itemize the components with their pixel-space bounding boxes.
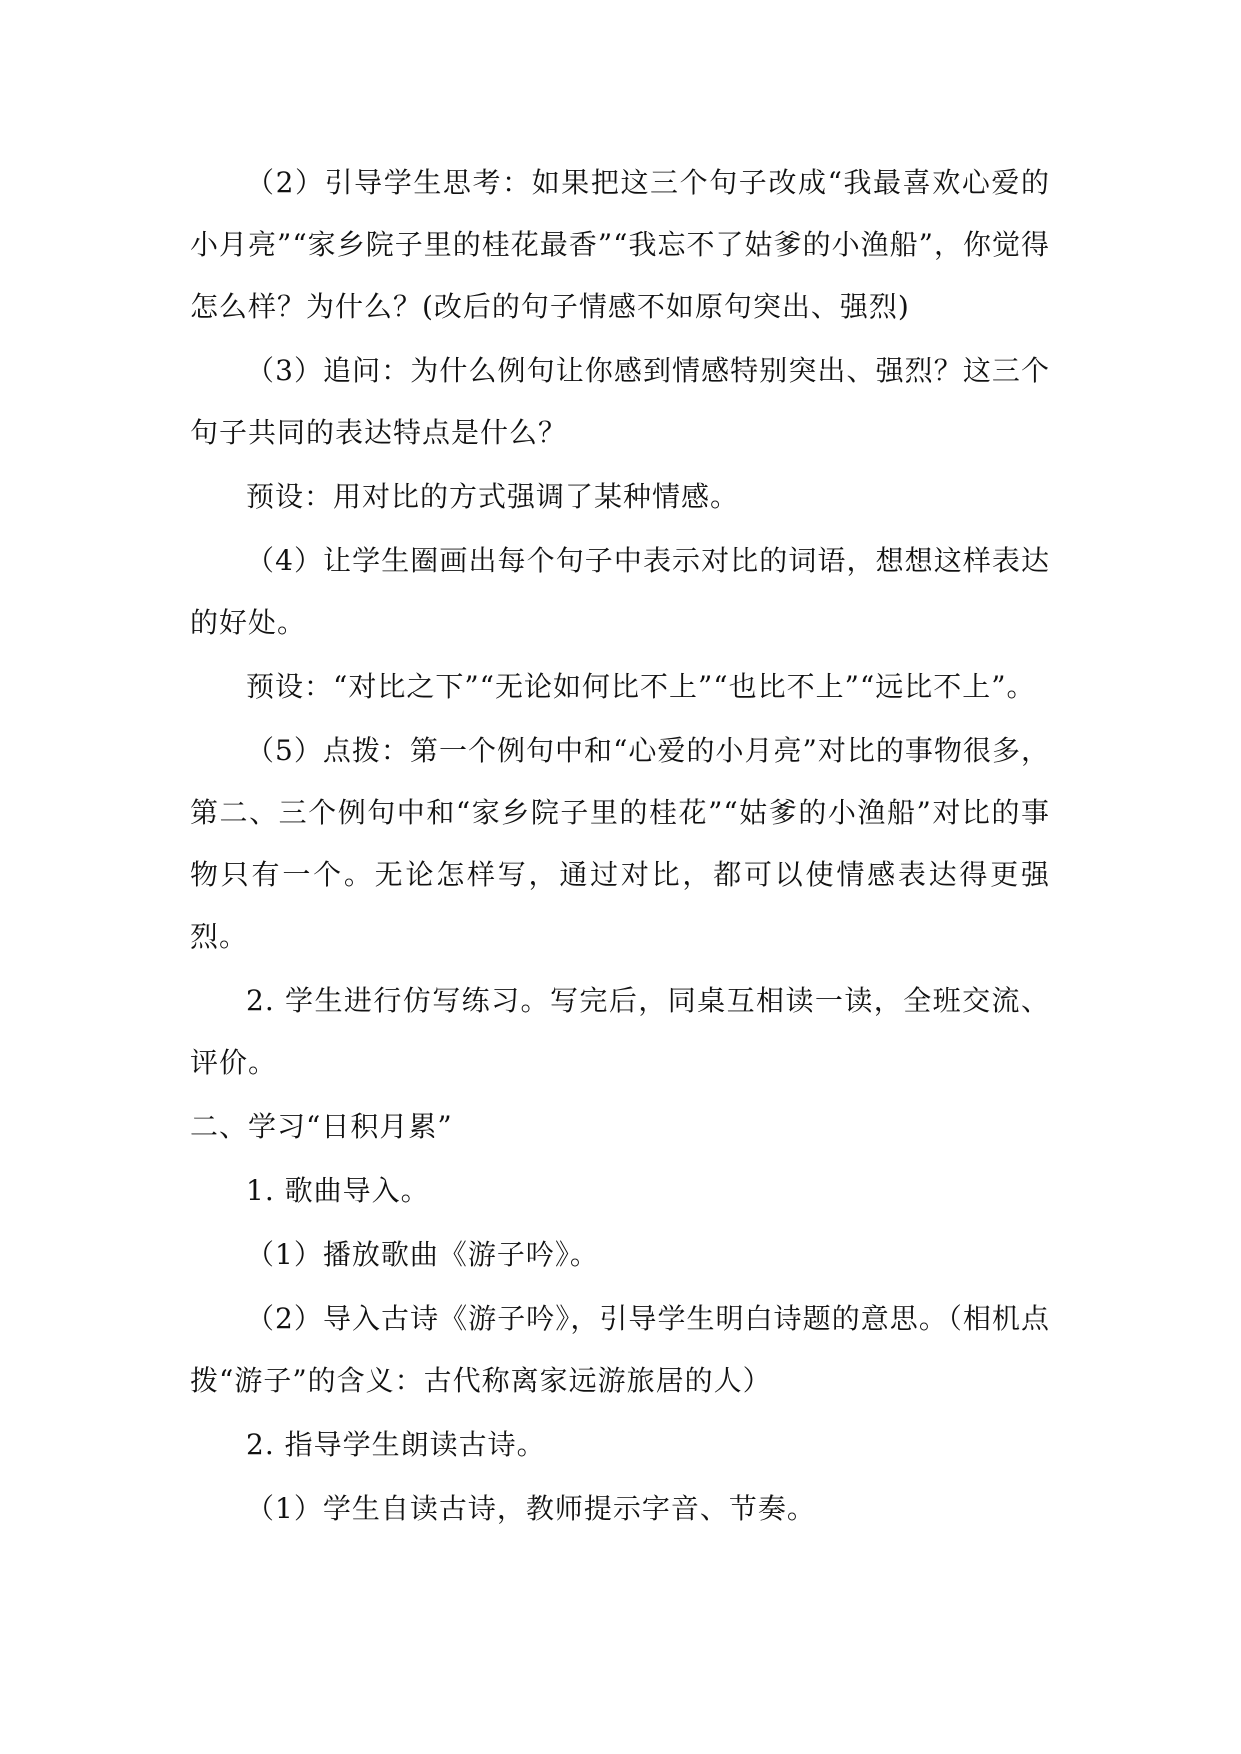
paragraph-follow-up-question: （3）追问：为什么例句让你感到情感特别突出、强烈？这三个句子共同的表达特点是什么？ — [190, 354, 1050, 449]
document-page — [190, 152, 1050, 1542]
paragraph-preset-words: 预设：“对比之下”“无论如何比不上”“也比不上”“远比不上”。 — [246, 670, 1036, 703]
section-heading: 二、学习“日积月累” — [190, 1110, 453, 1143]
paragraph-song-intro: 1. 歌曲导入。 — [246, 1174, 430, 1207]
paragraph-guide-thinking: （2）引导学生思考：如果把这三个句子改成“我最喜欢心爱的小月亮”“家乡院子里的桂花最香”“我忘不了姑爹的小渔船”，你觉得怎么样？为什么？(改后的句子情感不如原句突出、强烈) — [190, 166, 1050, 323]
paragraph-play-song: （1）播放歌曲《游子吟》。 — [246, 1238, 599, 1271]
paragraph-guide-reading: 2. 指导学生朗读古诗。 — [246, 1428, 546, 1461]
paragraph-self-reading: （1）学生自读古诗，教师提示字音、节奏。 — [246, 1492, 816, 1525]
paragraph-preset-answer: 预设：用对比的方式强调了某种情感。 — [246, 480, 740, 513]
paragraph-imitation-practice: 2. 学生进行仿写练习。写完后，同桌互相读一读，全班交流、评价。 — [190, 984, 1050, 1079]
paragraph-circle-words: （4）让学生圈画出每个句子中表示对比的词语，想想这样表达的好处。 — [190, 544, 1050, 639]
paragraph-point-out: （5）点拨：第一个例句中和“心爱的小月亮”对比的事物很多，第二、三个例句中和“家乡院子里的桂花”“姑爹的小渔船”对比的事物只有一个。无论怎样写，通过对比，都可以使情感表达得更强烈。 — [190, 734, 1050, 953]
paragraph-introduce-poem: （2）导入古诗《游子吟》，引导学生明白诗题的意思。（相机点拨“游子”的含义：古代称离家远游旅居的人） — [190, 1302, 1050, 1397]
